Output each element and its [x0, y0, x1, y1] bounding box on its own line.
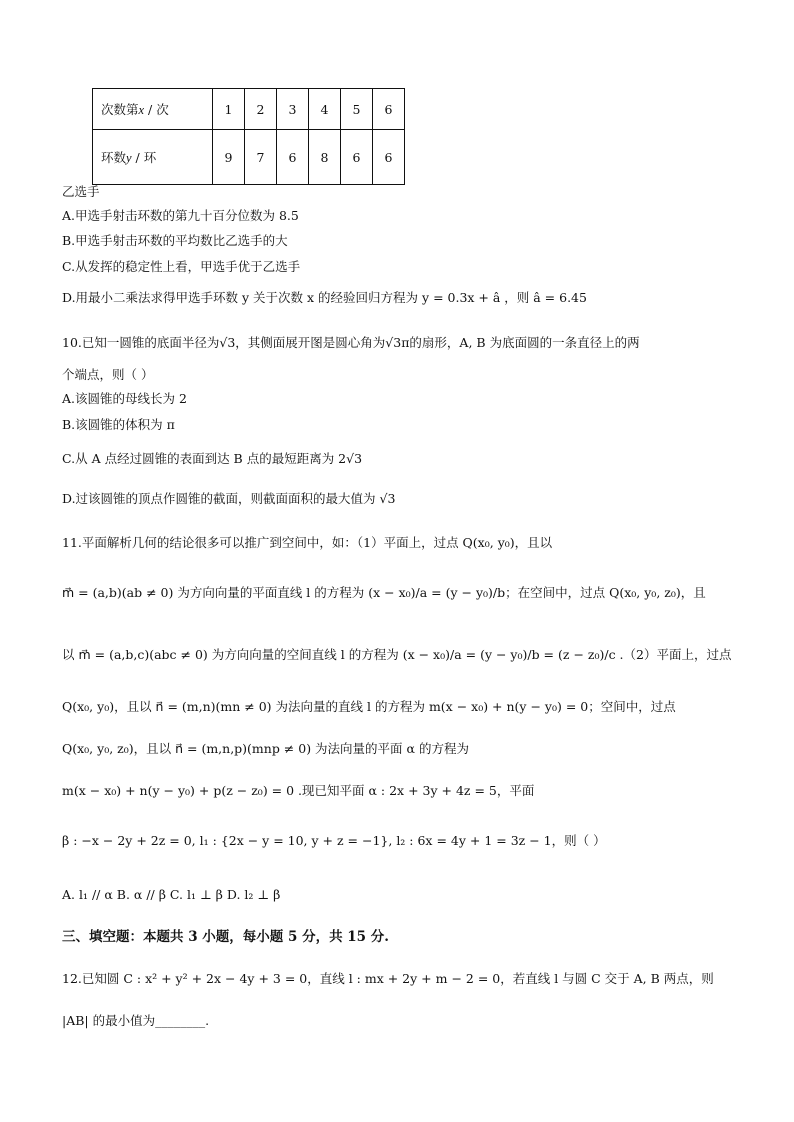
q11-line-4: Q(x₀, y₀)，且以 n⃗ = (m,n)(mn ≠ 0) 为法向量的直线 l 的方程为 m(x − x₀) + n(y − y₀) = 0；空间中，过点: [62, 699, 676, 714]
q10-option-b: B.该圆锥的体积为 π: [62, 417, 175, 432]
q11-line-6: m(x − x₀) + n(y − y₀) + p(z − z₀) = 0 .现已知平面 α : 2x + 3y + 4z = 5，平面: [62, 783, 535, 798]
q9-option-a: A.甲选手射击环数的第九十百分位数为 8.5: [62, 208, 299, 223]
table-cell: 9: [213, 130, 245, 185]
section-heading: 三、填空题：本题共 3 小题，每小题 5 分，共 15 分.: [62, 929, 389, 945]
q12-line-1: 12.已知圆 C : x² + y² + 2x − 4y + 3 = 0，直线 l : mx + 2y + m − 2 = 0，若直线 l 与圆 C 交于 A, B 两点，则: [62, 971, 714, 986]
table-cell: 1: [213, 89, 245, 130]
table-cell: 2: [245, 89, 277, 130]
table-cell: 5: [341, 89, 373, 130]
q9-option-d: D.用最小二乘法求得甲选手环数 y 关于次数 x 的经验回归方程为 y = 0.3x + â ，则 â = 6.45: [62, 290, 587, 305]
table-cell: 6: [373, 89, 405, 130]
q9-tail: 乙选手: [62, 184, 100, 199]
q11-options: A. l₁ // α B. α // β C. l₁ ⊥ β D. l₂ ⊥ β: [62, 887, 281, 902]
q10-option-a: A.该圆锥的母线长为 2: [62, 391, 187, 406]
data-table: [92, 88, 405, 185]
q9-option-c: C.从发挥的稳定性上看，甲选手优于乙选手: [62, 259, 301, 274]
table-row: [93, 89, 405, 130]
q11-line-2: m⃗ = (a,b)(ab ≠ 0) 为方向向量的平面直线 l 的方程为 (x − x₀)/a = (y − y₀)/b；在空间中，过点 Q(x₀, y₀, z₀)，且: [62, 585, 706, 600]
table-cell: 3: [277, 89, 309, 130]
table-cell: 4: [309, 89, 341, 130]
q11-line-1: 11.平面解析几何的结论很多可以推广到空间中，如：（1）平面上，过点 Q(x₀, y₀)，且以: [62, 535, 553, 550]
q10-stem-1: 10.已知一圆锥的底面半径为√3，其侧面展开图是圆心角为√3π的扇形，A, B 为底面圆的一条直径上的两: [62, 335, 640, 350]
q11-line-3: 以 m⃗ = (a,b,c)(abc ≠ 0) 为方向向量的空间直线 l 的方程为 (x − x₀)/a = (y − y₀)/b = (z − z₀)/c .（2）平面上，过点: [62, 647, 732, 662]
table-row: [93, 130, 405, 185]
table-header-cell: 次数第x / 次: [93, 89, 213, 130]
q10-option-c: C.从 A 点经过圆锥的表面到达 B 点的最短距离为 2√3: [62, 451, 363, 466]
q11-line-5: Q(x₀, y₀, z₀)，且以 n⃗ = (m,n,p)(mnp ≠ 0) 为法向量的平面 α 的方程为: [62, 741, 469, 756]
q11-line-7: β : −x − 2y + 2z = 0, l₁ : {2x − y = 10, y + z = −1}, l₂ : 6x = 4y + 1 = 3z − 1，则（ ）: [62, 833, 606, 848]
table-cell: 6: [277, 130, 309, 185]
table-cell: 6: [373, 130, 405, 185]
table-header-cell: 环数y / 环: [93, 130, 213, 185]
q9-option-b: B.甲选手射击环数的平均数比乙选手的大: [62, 233, 288, 248]
q12-line-2: |AB| 的最小值为________.: [62, 1013, 210, 1028]
q10-option-d: D.过该圆锥的顶点作圆锥的截面，则截面面积的最大值为 √3: [62, 491, 396, 506]
table-cell: 6: [341, 130, 373, 185]
table-cell: 8: [309, 130, 341, 185]
table-cell: 7: [245, 130, 277, 185]
q10-stem-2: 个端点，则（ ）: [62, 367, 154, 382]
